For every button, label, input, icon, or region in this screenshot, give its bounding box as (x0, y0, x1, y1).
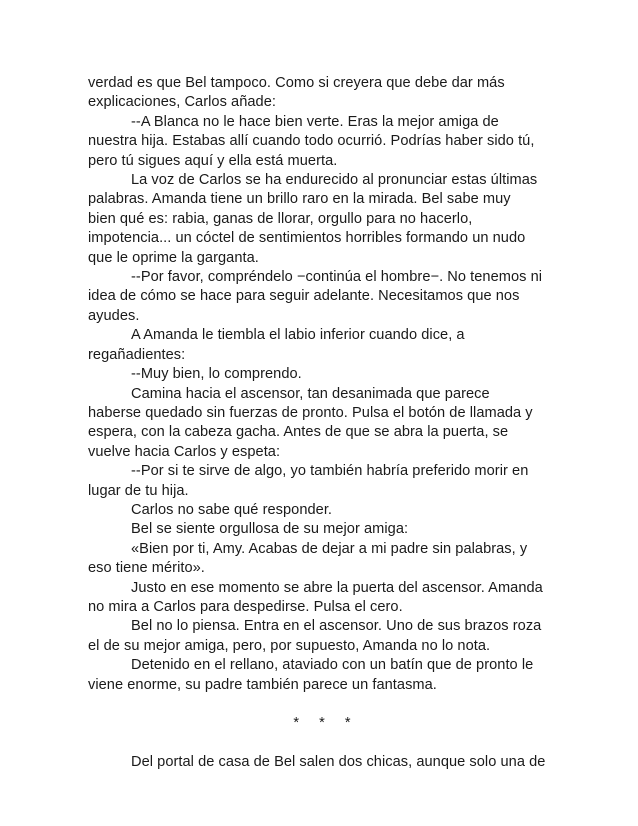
text-line: La voz de Carlos se ha endurecido al pronunciar estas últimas (131, 172, 538, 189)
text-line: que le oprime la garganta. (88, 249, 259, 266)
text-line: bien qué es: rabia, ganas de llorar, orgullo para no hacerlo, (88, 210, 473, 227)
text-line: vuelve hacia Carlos y espeta: (88, 443, 281, 460)
text-line: haberse quedado sin fuerzas de pronto. Pulsa el botón de llamada y (88, 404, 533, 421)
text-line: no mira a Carlos para despedirse. Pulsa el cero. (88, 598, 403, 615)
text-line: Carlos no sabe qué responder. (131, 501, 333, 518)
text-line: «Bien por ti, Amy. Acabas de dejar a mi padre sin palabras, y (131, 540, 528, 557)
text-line: Justo en ese momento se abre la puerta del ascensor. Amanda (131, 579, 543, 596)
text-line: viene enorme, su padre también parece un fantasma. (88, 676, 437, 693)
text-line: --A Blanca no le hace bien verte. Eras la mejor amiga de (131, 113, 499, 130)
text-line: Del portal de casa de Bel salen dos chicas, aunque solo una de (131, 754, 546, 771)
text-line: el de su mejor amiga, pero, por supuesto, Amanda no lo nota. (88, 637, 491, 654)
text-line: verdad es que Bel tampoco. Como si creyera que debe dar más (88, 75, 505, 91)
text-line: Detenido en el rellano, ataviado con un batín que de pronto le (131, 657, 534, 674)
text-line: --Por favor, compréndelo −continúa el hombre−. No tenemos ni (131, 269, 543, 286)
text-line: impotencia... un cóctel de sentimientos horribles formando un nudo (88, 230, 526, 247)
text-line: --Por si te sirve de algo, yo también habría preferido morir en (131, 463, 529, 480)
text-line: lugar de tu hija. (88, 482, 189, 499)
text-line: --Muy bien, lo comprendo. (131, 366, 302, 383)
text-line: ayudes. (88, 307, 140, 324)
text-line: Bel no lo piensa. Entra en el ascensor. Uno de sus brazos roza (131, 618, 542, 635)
text-line: A Amanda le tiembla el labio inferior cuando dice, a (131, 327, 465, 344)
text-line: eso tiene mérito». (88, 560, 205, 577)
text-line: palabras. Amanda tiene un brillo raro en la mirada. Bel sabe muy (88, 191, 511, 208)
text-line: explicaciones, Carlos añade: (88, 94, 276, 111)
text-line: regañadientes: (88, 346, 186, 363)
text-line: nuestra hija. Estabas allí cuando todo ocurrió. Podrías haber sido tú, (88, 133, 535, 150)
text-line: pero tú sigues aquí y ella está muerta. (88, 152, 338, 169)
body-text (88, 74, 558, 773)
text-line: Bel se siente orgullosa de su mejor amiga: (131, 521, 409, 538)
text-line: idea de cómo se hace para seguir adelante. Necesitamos que nos (88, 288, 520, 305)
scene-separator: * * * (293, 715, 359, 732)
text-line: espera, con la cabeza gacha. Antes de que se abra la puerta, se (88, 424, 509, 441)
text-line: Camina hacia el ascensor, tan desanimada que parece (131, 385, 490, 402)
